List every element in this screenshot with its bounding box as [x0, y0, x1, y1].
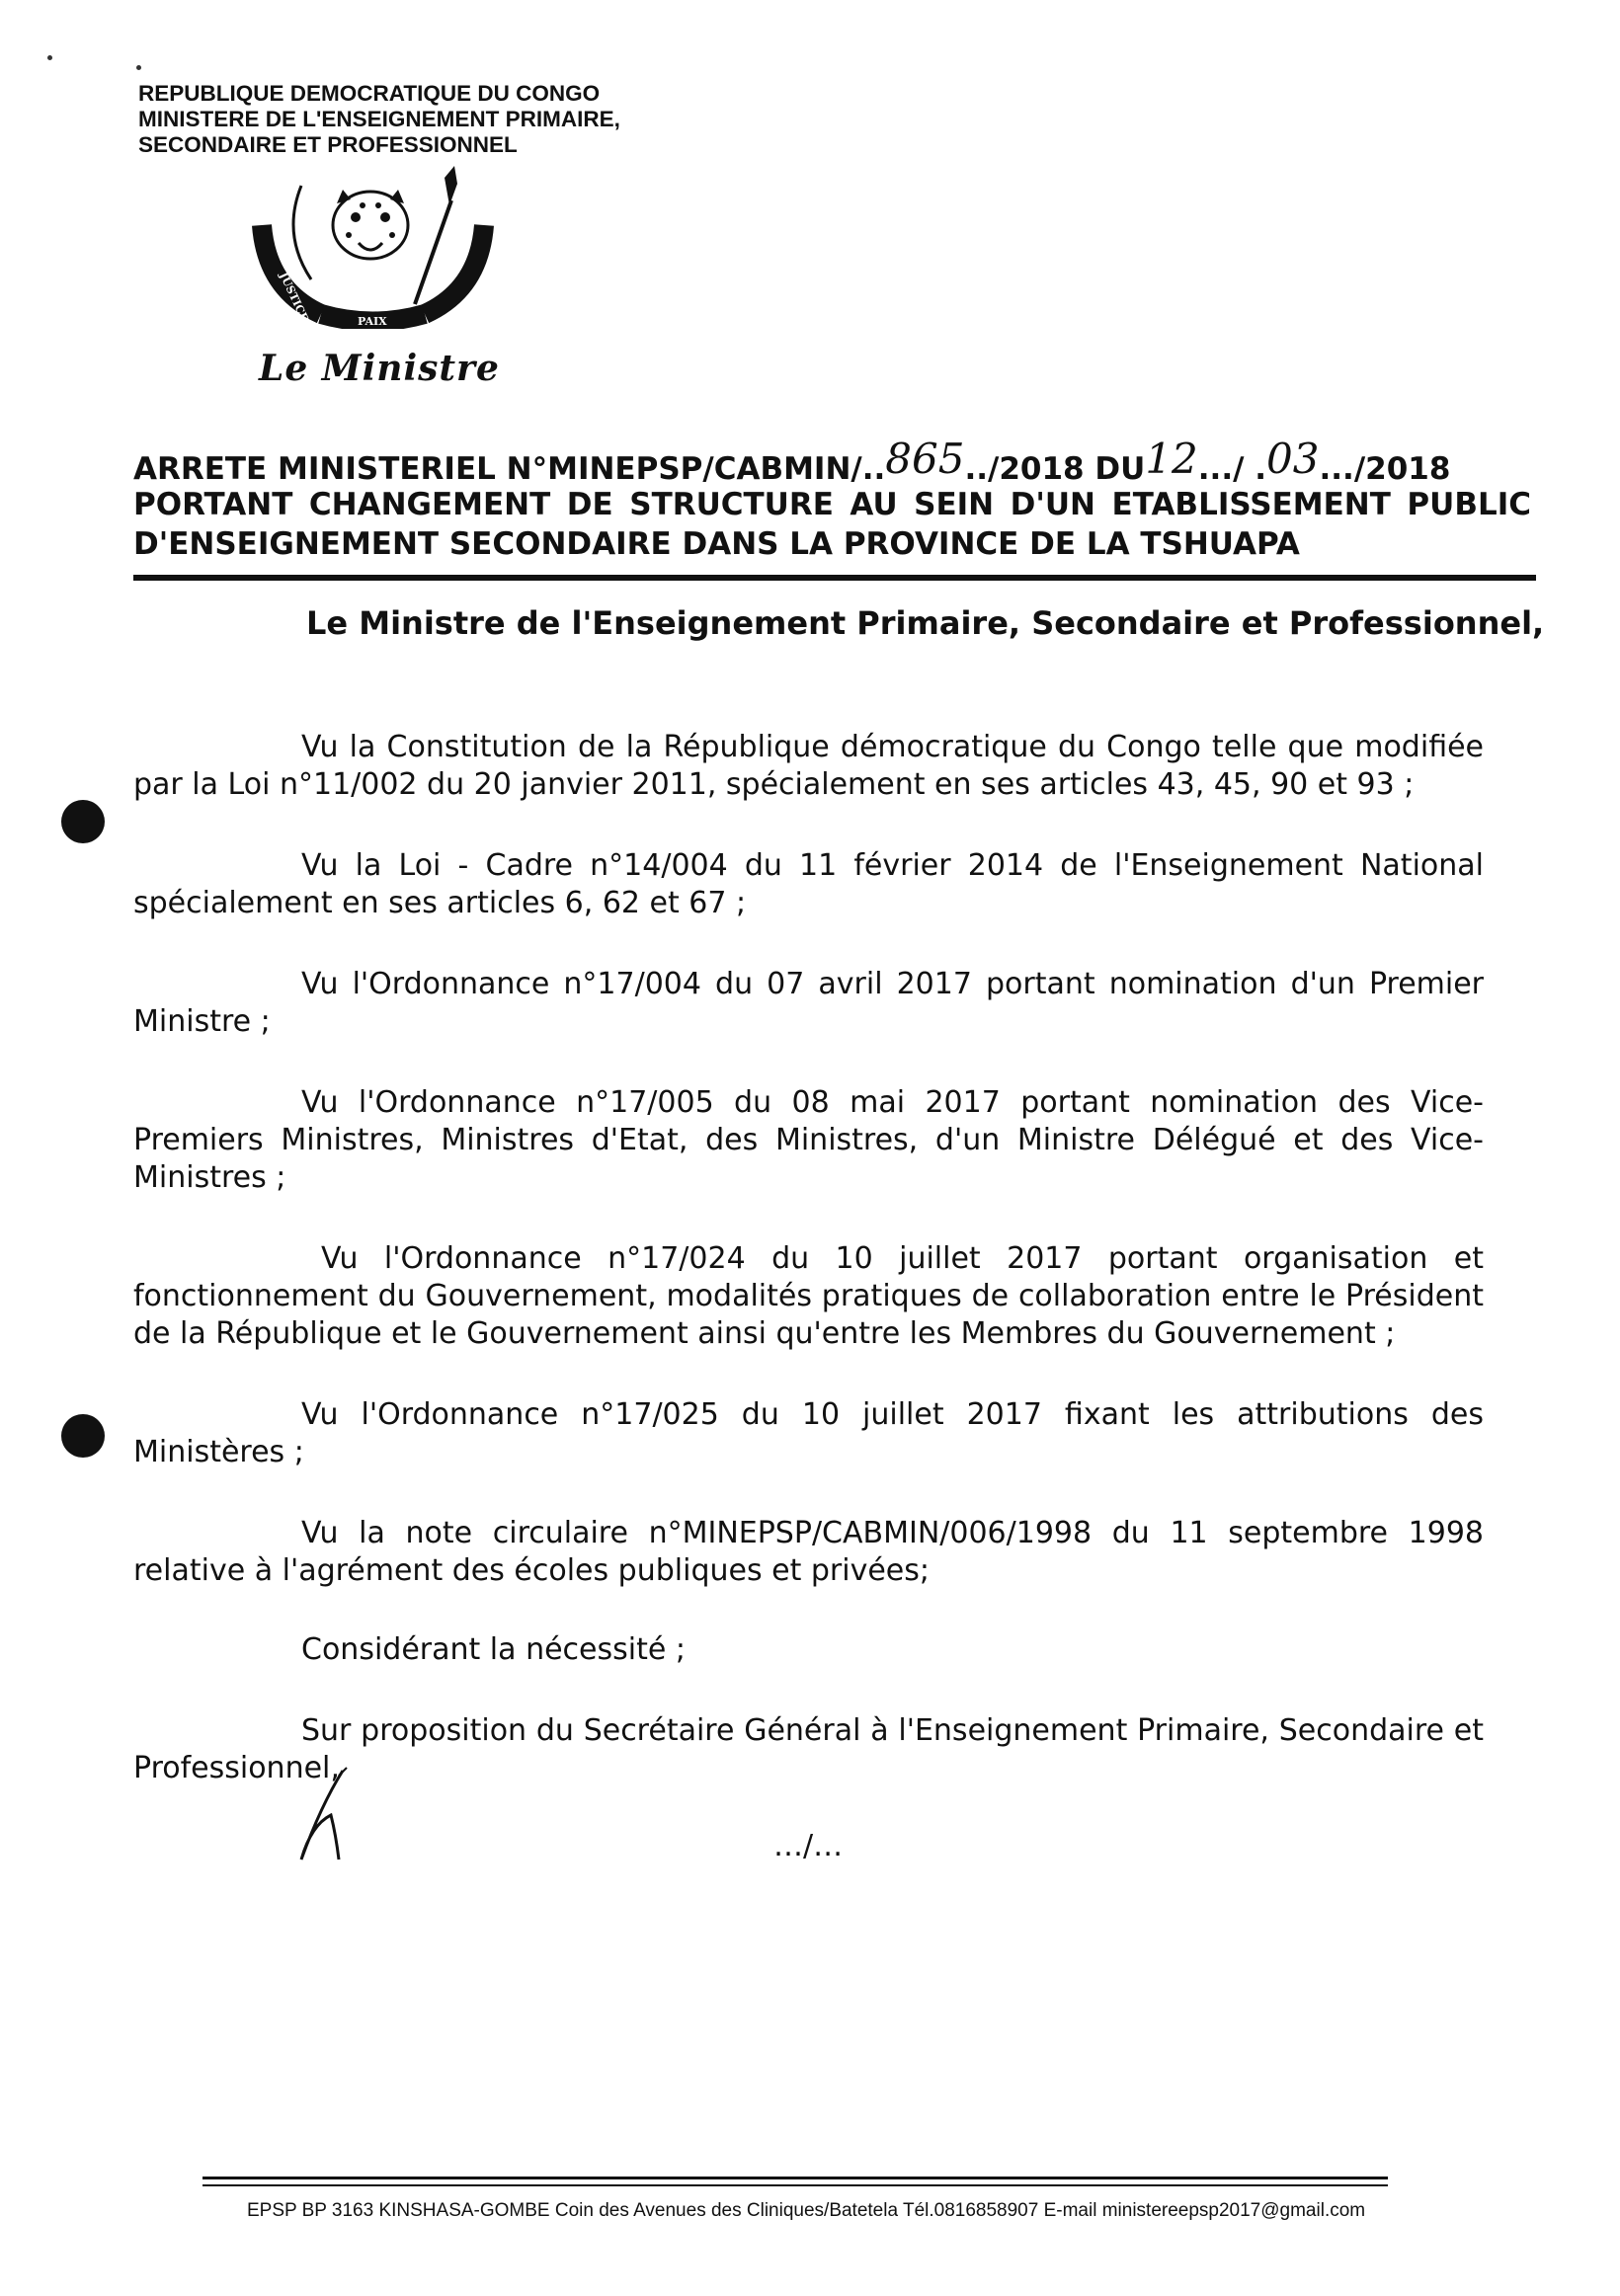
paragraph-text: National spécialement en ses articles 6, 62 et 67 ;: [133, 848, 1484, 920]
motto-right: TRAVAIL: [427, 230, 462, 285]
title-underline: [133, 575, 1536, 581]
paragraph-considerant: [133, 1631, 1484, 1669]
letterhead-line-3: SECONDAIRE ET PROFESSIONNEL: [138, 132, 518, 157]
letterhead: [138, 81, 620, 158]
le-ministre-title: Le Ministre: [259, 348, 500, 389]
decree-title-line-1: ARRETE MINISTERIEL N°MINEPSP/CABMIN/..865../2018 DU12.../ .03.../2018: [133, 435, 1451, 487]
page-continuation: …/…: [773, 1829, 844, 1863]
decree-number-handwritten: 865: [885, 435, 965, 483]
handwritten-initials: [282, 1766, 361, 1864]
motto-left: JUSTICE: [277, 270, 311, 324]
letterhead-line-2: MINISTERE DE L'ENSEIGNEMENT PRIMAIRE,: [138, 107, 620, 131]
decree-title-line-2: PORTANT CHANGEMENT DE STRUCTURE AU SEIN D'UN ETABLISSEMENT PUBLIC: [133, 487, 1531, 522]
paragraph-ordonnance-025: [133, 1396, 1484, 1471]
paragraph-text: par la Loi n°11/002 du 20 janvier 2011, spécialement en ses articles 43, 45, 90 et 93 ;: [133, 767, 1415, 802]
footer-rule: [202, 2184, 1388, 2186]
paragraph-text: Vu l'Ordonnance n°17/005 du 08 mai 2017 portant nomination des Vice-: [301, 1085, 1484, 1120]
paragraph-text: Vu la Constitution de la République démocratique du Congo telle que modifiée: [301, 730, 1484, 764]
paragraph-text: relative à l'agrément des écoles publiques et privées;: [133, 1553, 931, 1588]
footer-address: EPSP BP 3163 KINSHASA-GOMBE Coin des Avenues des Cliniques/Batetela Tél.0816858907 E-mail ministereepsp2017@gmail.com: [247, 2200, 1366, 2221]
scan-speck: [47, 55, 52, 60]
coat-of-arms-emblem: [252, 166, 494, 329]
decree-day-handwritten: 12: [1145, 435, 1198, 483]
paragraph-ordonnance-004: [133, 966, 1484, 1041]
paragraph-text: Ministre ;: [133, 1004, 271, 1039]
paragraph-note-circulaire: [133, 1515, 1484, 1590]
paragraph-text: Considérant la nécessité ;: [301, 1632, 686, 1667]
paragraph-text: Vu l'Ordonnance n°17/004 du 07 avril 2017 portant nomination d'un Premier: [301, 967, 1484, 1001]
decree-year-du: /2018 DU: [988, 451, 1146, 487]
paragraph-text: Vu l'Ordonnance n°17/024 du 10 juillet 2017 portant organisation et: [321, 1241, 1484, 1276]
paragraph-constitution: [133, 729, 1484, 804]
paragraph-text: Ministères ;: [133, 1435, 304, 1469]
motto-bottom: PAIX: [358, 315, 387, 328]
paragraph-text: Sur proposition du Secrétaire Général à l'Enseignement Primaire, Secondaire et: [301, 1713, 1484, 1748]
paragraph-text: Premiers Ministres, Ministres d'Etat, des Ministres, d'un Ministre Délégué et des Vice-Ministres ;: [133, 1123, 1484, 1195]
paragraph-text: Vu la note circulaire n°MINEPSP/CABMIN/006/1998 du 11 septembre 1998: [301, 1516, 1484, 1550]
paragraph-text: Vu l'Ordonnance n°17/025 du 10 juillet 2017 fixant les attributions des: [301, 1397, 1484, 1432]
paragraph-ordonnance-005: [133, 1084, 1484, 1197]
punch-hole: [61, 1414, 105, 1458]
punch-hole: [61, 800, 105, 843]
scan-speck: [136, 65, 141, 70]
paragraph-text: Professionnel,: [133, 1751, 340, 1785]
paragraph-text: Vu la Loi - Cadre n°14/004 du 11 février 2014 de l'Enseignement: [301, 848, 1343, 883]
paragraph-loi-cadre: [133, 847, 1484, 922]
letterhead-line-1: REPUBLIQUE DEMOCRATIQUE DU CONGO: [138, 81, 601, 106]
decree-month-handwritten: 03: [1266, 435, 1320, 483]
footer-rule: [202, 2177, 1388, 2179]
subtitle: Le Ministre de l'Enseignement Primaire, Secondaire et Professionnel,: [306, 604, 1545, 642]
decree-title-line-3: D'ENSEIGNEMENT SECONDAIRE DANS LA PROVINCE DE LA TSHUAPA: [133, 526, 1300, 562]
paragraph-text: fonctionnement du Gouvernement, modalités pratiques de collaboration entre le Président de la République et le Gouvernement ainsi qu'entre les Membres du Gouvernement ;: [133, 1279, 1484, 1351]
paragraph-ordonnance-024: [133, 1240, 1484, 1353]
decree-ref-prefix: ARRETE MINISTERIEL N°MINEPSP/CABMIN/: [133, 451, 862, 487]
decree-year-2: /2018: [1353, 451, 1451, 487]
